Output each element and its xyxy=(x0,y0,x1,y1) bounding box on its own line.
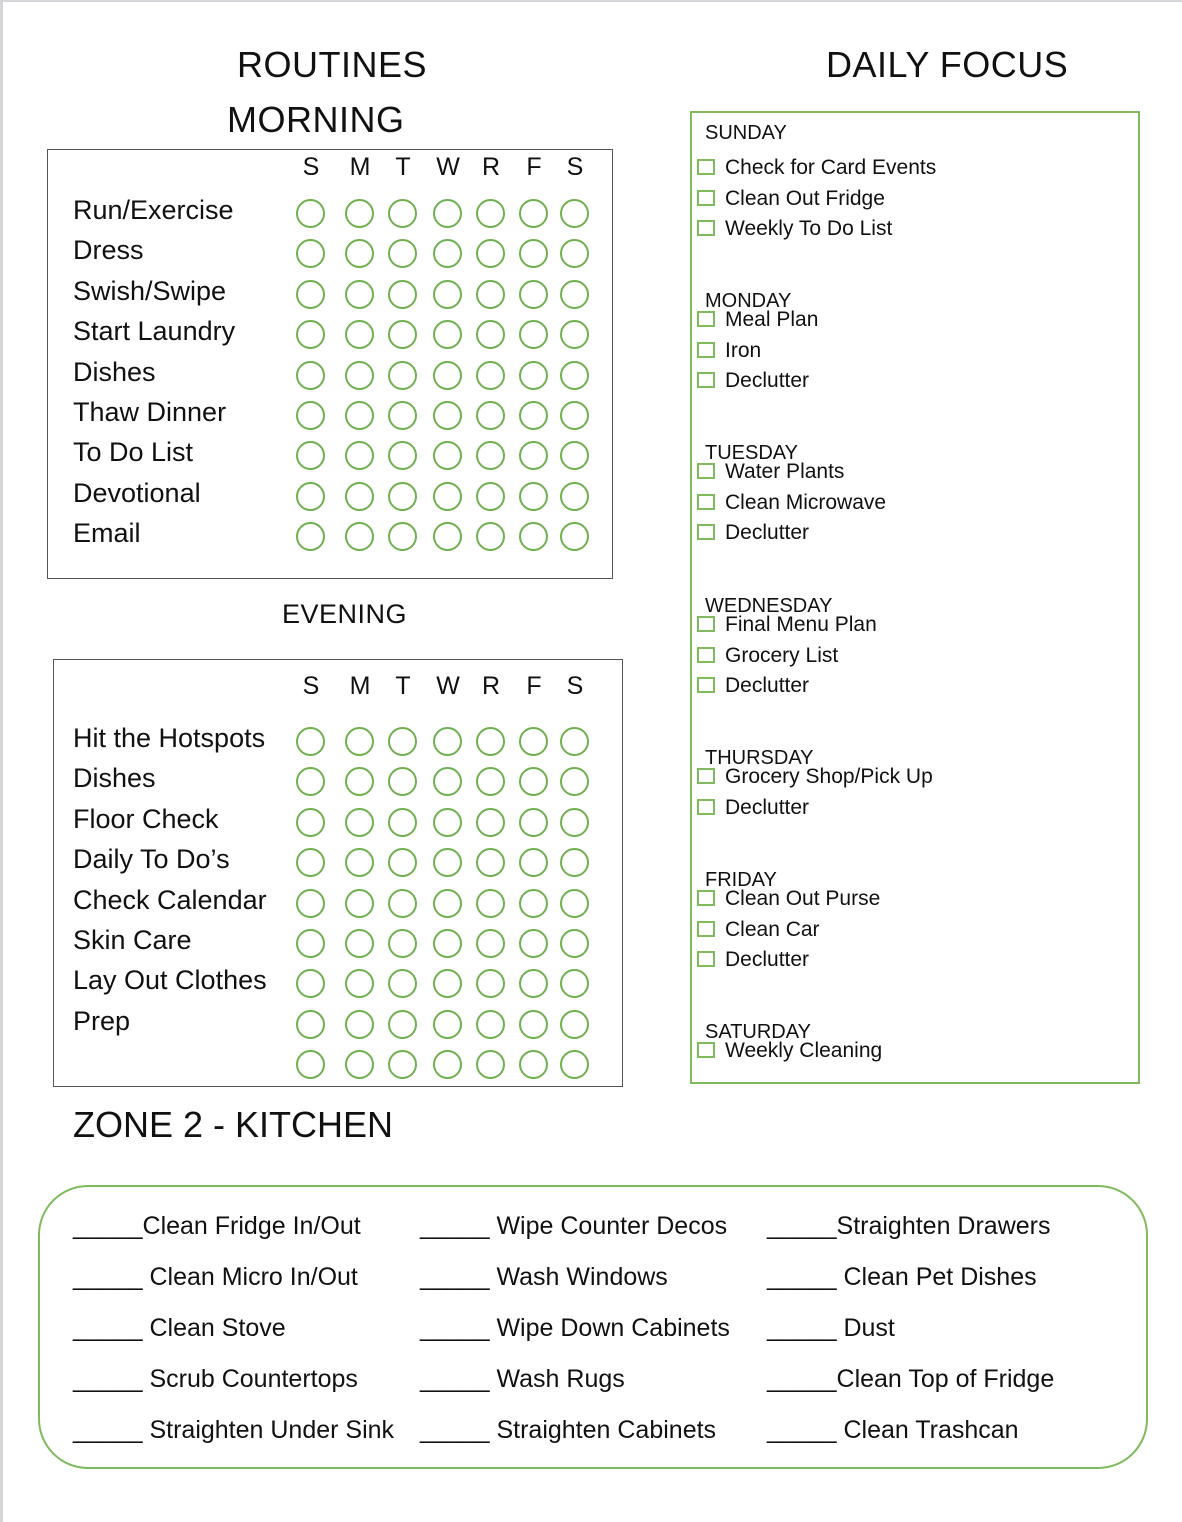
routine-day-checkbox[interactable] xyxy=(433,808,462,837)
routine-label: Swish/Swipe xyxy=(73,275,227,306)
routine-day-checkbox[interactable] xyxy=(560,929,589,958)
routine-day-checkbox[interactable] xyxy=(519,199,548,228)
routine-day-checkbox[interactable] xyxy=(296,522,325,551)
routine-day-checkbox[interactable] xyxy=(560,482,589,511)
routine-day-checkbox[interactable] xyxy=(476,1050,505,1079)
routine-day-checkbox[interactable] xyxy=(560,280,589,309)
routine-day-checkbox[interactable] xyxy=(560,1050,589,1079)
focus-task[interactable] xyxy=(697,491,886,515)
routine-day-checkbox[interactable] xyxy=(345,401,374,430)
checkbox-icon[interactable] xyxy=(697,1042,715,1058)
routine-day-checkbox[interactable] xyxy=(519,727,548,756)
day-header: F xyxy=(526,672,542,700)
routine-label: Floor Check xyxy=(73,803,219,834)
zone-task[interactable]: _____ Straighten Cabinets xyxy=(420,1416,717,1444)
routine-label: To Do List xyxy=(73,437,194,468)
focus-task[interactable] xyxy=(697,217,892,241)
routine-day-checkbox[interactable] xyxy=(296,199,325,228)
routine-day-checkbox[interactable] xyxy=(560,199,589,228)
routine-label: Dress xyxy=(73,235,144,266)
focus-day-heading: THURSDAY xyxy=(705,747,814,769)
zone-task[interactable]: _____ Clean Trashcan xyxy=(767,1416,1019,1444)
checkbox-icon[interactable] xyxy=(697,616,715,632)
routine-day-checkbox[interactable] xyxy=(433,361,462,390)
focus-task[interactable] xyxy=(697,460,844,484)
zone-task[interactable]: _____ Scrub Countertops xyxy=(73,1365,358,1393)
routine-day-checkbox[interactable] xyxy=(388,199,417,228)
day-header: M xyxy=(349,672,371,700)
checkbox-icon[interactable] xyxy=(697,890,715,906)
routine-day-checkbox[interactable] xyxy=(296,280,325,309)
routine-day-checkbox[interactable] xyxy=(519,889,548,918)
routine-label: Devotional xyxy=(73,477,201,508)
routine-day-checkbox[interactable] xyxy=(388,401,417,430)
routine-day-checkbox[interactable] xyxy=(519,1010,548,1039)
routine-label: Hit the Hotspots xyxy=(73,723,266,753)
checkbox-icon[interactable] xyxy=(697,647,715,663)
routine-day-checkbox[interactable] xyxy=(433,1050,462,1079)
daily-focus-title: DAILY FOCUS xyxy=(826,44,1069,85)
routine-day-checkbox[interactable] xyxy=(296,808,325,837)
routine-day-checkbox[interactable] xyxy=(476,889,505,918)
checkbox-icon[interactable] xyxy=(697,342,715,358)
routine-day-checkbox[interactable] xyxy=(433,280,462,309)
focus-task[interactable] xyxy=(697,156,936,180)
checkbox-icon[interactable] xyxy=(697,799,715,815)
checkbox-icon[interactable] xyxy=(697,311,715,327)
routine-day-checkbox[interactable] xyxy=(560,401,589,430)
focus-task-label: Check for Card Events xyxy=(725,156,937,179)
routine-day-checkbox[interactable] xyxy=(345,808,374,837)
day-header: S xyxy=(566,153,584,181)
morning-title: MORNING xyxy=(227,99,405,140)
routine-day-checkbox[interactable] xyxy=(476,1010,505,1039)
routine-day-checkbox[interactable] xyxy=(519,401,548,430)
focus-task[interactable] xyxy=(697,521,809,545)
routine-label: Dishes xyxy=(73,356,156,387)
focus-day-heading: TUESDAY xyxy=(705,442,798,464)
routine-label: Skin Care xyxy=(73,925,192,955)
checkbox-icon[interactable] xyxy=(697,159,715,175)
focus-task[interactable] xyxy=(697,674,809,698)
routine-day-checkbox[interactable] xyxy=(560,727,589,756)
routine-label: Thaw Dinner xyxy=(73,397,227,427)
checkbox-icon[interactable] xyxy=(697,921,715,937)
focus-task[interactable] xyxy=(697,187,885,211)
routine-day-checkbox[interactable] xyxy=(476,522,505,551)
zone-task[interactable]: _____ Clean Micro In/Out xyxy=(73,1263,358,1291)
zone-task[interactable]: _____Straighten Drawers xyxy=(767,1212,1051,1240)
routine-day-checkbox[interactable] xyxy=(388,522,417,551)
routine-day-checkbox[interactable] xyxy=(345,199,374,228)
routine-day-checkbox[interactable] xyxy=(345,848,374,877)
focus-task-label: Weekly To Do List xyxy=(725,217,893,240)
focus-task-label: Declutter xyxy=(725,948,810,971)
routine-day-checkbox[interactable] xyxy=(345,1010,374,1039)
focus-task-label: Clean Car xyxy=(725,917,820,941)
routine-day-checkbox[interactable] xyxy=(476,929,505,958)
routine-day-checkbox[interactable] xyxy=(476,280,505,309)
focus-task[interactable] xyxy=(697,613,877,637)
routine-day-checkbox[interactable] xyxy=(345,889,374,918)
focus-task[interactable] xyxy=(697,339,761,363)
focus-task-label: Declutter xyxy=(725,521,810,544)
day-header: S xyxy=(566,672,584,700)
routine-day-checkbox[interactable] xyxy=(388,889,417,918)
focus-task-label: Clean Out Purse xyxy=(725,887,881,910)
routine-day-checkbox[interactable] xyxy=(388,320,417,349)
routine-day-checkbox[interactable] xyxy=(433,1010,462,1039)
day-header: W xyxy=(436,153,460,181)
focus-task-label: Water Plants xyxy=(725,460,845,483)
routine-day-checkbox[interactable] xyxy=(388,848,417,877)
routine-label: Dishes xyxy=(73,763,156,794)
routine-label: Check Calendar xyxy=(73,884,267,915)
routine-day-checkbox[interactable] xyxy=(296,361,325,390)
focus-task[interactable] xyxy=(697,644,838,668)
day-header: R xyxy=(481,672,501,700)
routine-day-checkbox[interactable] xyxy=(296,320,325,349)
routine-day-checkbox[interactable] xyxy=(388,1050,417,1079)
routine-day-checkbox[interactable] xyxy=(560,522,589,551)
checkbox-icon[interactable] xyxy=(697,677,715,693)
checkbox-icon[interactable] xyxy=(697,768,715,784)
routine-day-checkbox[interactable] xyxy=(388,727,417,756)
focus-task-label: Grocery List xyxy=(725,643,839,667)
routine-day-checkbox[interactable] xyxy=(519,1050,548,1079)
day-header: S xyxy=(302,153,320,181)
checkbox-icon[interactable] xyxy=(697,190,715,206)
zone-task[interactable]: _____ Straighten Under Sink xyxy=(73,1416,395,1444)
day-header: R xyxy=(481,153,501,181)
focus-task-label: Declutter xyxy=(725,674,810,697)
focus-task[interactable] xyxy=(697,796,809,820)
routine-day-checkbox[interactable] xyxy=(296,1010,325,1039)
routine-day-checkbox[interactable] xyxy=(388,1010,417,1039)
routine-day-checkbox[interactable] xyxy=(519,361,548,390)
zone-task[interactable]: _____ Clean Pet Dishes xyxy=(767,1263,1037,1291)
focus-task-label: Final Menu Plan xyxy=(725,613,877,636)
routines-title: ROUTINES xyxy=(237,44,428,85)
focus-task-label: Clean Out Fridge xyxy=(725,186,885,210)
routine-day-checkbox[interactable] xyxy=(433,848,462,877)
routine-label: Prep xyxy=(73,1005,131,1036)
routine-day-checkbox[interactable] xyxy=(345,320,374,349)
zone-task[interactable]: _____ Wash Windows xyxy=(420,1263,668,1291)
routine-day-checkbox[interactable] xyxy=(476,361,505,390)
zone-task[interactable]: _____ Wash Rugs xyxy=(420,1365,625,1393)
routine-day-checkbox[interactable] xyxy=(388,929,417,958)
routine-day-checkbox[interactable] xyxy=(296,1050,325,1079)
routine-day-checkbox[interactable] xyxy=(345,929,374,958)
routine-day-checkbox[interactable] xyxy=(296,889,325,918)
focus-day-heading: MONDAY xyxy=(705,290,792,312)
focus-task-label: Weekly Cleaning xyxy=(725,1039,883,1062)
focus-task[interactable] xyxy=(697,1039,882,1063)
focus-task[interactable] xyxy=(697,918,820,942)
routine-day-checkbox[interactable] xyxy=(345,1050,374,1079)
focus-task[interactable] xyxy=(697,765,933,789)
day-header: T xyxy=(395,153,411,181)
day-header: M xyxy=(349,153,371,181)
routine-day-checkbox[interactable] xyxy=(345,522,374,551)
routine-day-checkbox[interactable] xyxy=(433,929,462,958)
routine-label: Run/Exercise xyxy=(73,195,234,225)
routine-day-checkbox[interactable] xyxy=(296,727,325,756)
day-header: W xyxy=(436,672,460,700)
routine-day-checkbox[interactable] xyxy=(433,522,462,551)
routine-day-checkbox[interactable] xyxy=(388,361,417,390)
day-header: T xyxy=(395,672,411,700)
focus-day-heading: SUNDAY xyxy=(705,122,787,144)
routine-day-checkbox[interactable] xyxy=(345,361,374,390)
focus-task-label: Iron xyxy=(725,338,762,362)
zone-task[interactable]: _____ Clean Stove xyxy=(73,1314,286,1342)
routine-day-checkbox[interactable] xyxy=(433,482,462,511)
routine-day-checkbox[interactable] xyxy=(476,848,505,877)
focus-task[interactable] xyxy=(697,948,809,972)
routine-day-checkbox[interactable] xyxy=(296,929,325,958)
routine-day-checkbox[interactable] xyxy=(345,482,374,511)
focus-day-heading: FRIDAY xyxy=(705,869,777,891)
focus-task-label: Declutter xyxy=(725,795,810,819)
checkbox-icon[interactable] xyxy=(697,494,715,510)
routine-day-checkbox[interactable] xyxy=(433,199,462,228)
routine-day-checkbox[interactable] xyxy=(519,929,548,958)
routine-day-checkbox[interactable] xyxy=(519,280,548,309)
routine-day-checkbox[interactable] xyxy=(388,280,417,309)
routine-day-checkbox[interactable] xyxy=(433,727,462,756)
routine-label: Email xyxy=(73,518,141,549)
routine-day-checkbox[interactable] xyxy=(476,320,505,349)
routine-day-checkbox[interactable] xyxy=(345,280,374,309)
routine-label: Start Laundry xyxy=(73,316,236,347)
routine-day-checkbox[interactable] xyxy=(476,727,505,756)
focus-task[interactable] xyxy=(697,369,809,393)
routine-day-checkbox[interactable] xyxy=(345,727,374,756)
day-header: S xyxy=(302,672,320,700)
routine-day-checkbox[interactable] xyxy=(476,199,505,228)
focus-task-label: Clean Microwave xyxy=(725,490,887,514)
checkbox-icon[interactable] xyxy=(697,463,715,479)
routine-day-checkbox[interactable] xyxy=(519,808,548,837)
routine-day-checkbox[interactable] xyxy=(296,482,325,511)
routine-day-checkbox[interactable] xyxy=(476,482,505,511)
focus-day-heading: SATURDAY xyxy=(705,1021,811,1043)
checkbox-icon[interactable] xyxy=(697,951,715,967)
routine-label: Daily To Do’s xyxy=(73,844,230,875)
routine-day-checkbox[interactable] xyxy=(519,482,548,511)
routine-day-checkbox[interactable] xyxy=(560,320,589,349)
focus-day-heading: WEDNESDAY xyxy=(705,595,833,617)
routine-day-checkbox[interactable] xyxy=(519,848,548,877)
routine-day-checkbox[interactable] xyxy=(433,320,462,349)
focus-task-label: Grocery Shop/Pick Up xyxy=(725,765,933,788)
routine-day-checkbox[interactable] xyxy=(476,808,505,837)
checkbox-icon[interactable] xyxy=(697,220,715,236)
routine-day-checkbox[interactable] xyxy=(296,401,325,430)
routine-day-checkbox[interactable] xyxy=(560,1010,589,1039)
routine-day-checkbox[interactable] xyxy=(476,401,505,430)
routine-label: Lay Out Clothes xyxy=(73,965,267,996)
routine-day-checkbox[interactable] xyxy=(433,889,462,918)
routine-day-checkbox[interactable] xyxy=(560,361,589,390)
focus-task-label: Declutter xyxy=(725,369,810,392)
checkbox-icon[interactable] xyxy=(697,372,715,388)
day-header: F xyxy=(526,153,542,181)
evening-title: EVENING xyxy=(282,599,408,629)
zone-task[interactable]: _____Clean Fridge In/Out xyxy=(73,1212,361,1240)
focus-task[interactable] xyxy=(697,887,880,911)
routine-day-checkbox[interactable] xyxy=(388,808,417,837)
zone-task[interactable]: _____Clean Top of Fridge xyxy=(767,1365,1055,1393)
routine-day-checkbox[interactable] xyxy=(560,848,589,877)
zone-task[interactable]: _____ Dust xyxy=(767,1314,895,1342)
checkbox-icon[interactable] xyxy=(697,524,715,540)
routine-day-checkbox[interactable] xyxy=(560,808,589,837)
focus-task[interactable] xyxy=(697,308,818,332)
routine-day-checkbox[interactable] xyxy=(296,848,325,877)
routine-day-checkbox[interactable] xyxy=(433,401,462,430)
routine-day-checkbox[interactable] xyxy=(560,889,589,918)
zone-task[interactable]: _____ Wipe Counter Decos xyxy=(420,1212,728,1240)
zone-title: ZONE 2 - KITCHEN xyxy=(73,1104,394,1145)
routine-day-checkbox[interactable] xyxy=(519,522,548,551)
zone-task[interactable]: _____ Wipe Down Cabinets xyxy=(420,1314,730,1342)
focus-task-label: Meal Plan xyxy=(725,308,819,331)
routine-day-checkbox[interactable] xyxy=(388,482,417,511)
routine-day-checkbox[interactable] xyxy=(519,320,548,349)
